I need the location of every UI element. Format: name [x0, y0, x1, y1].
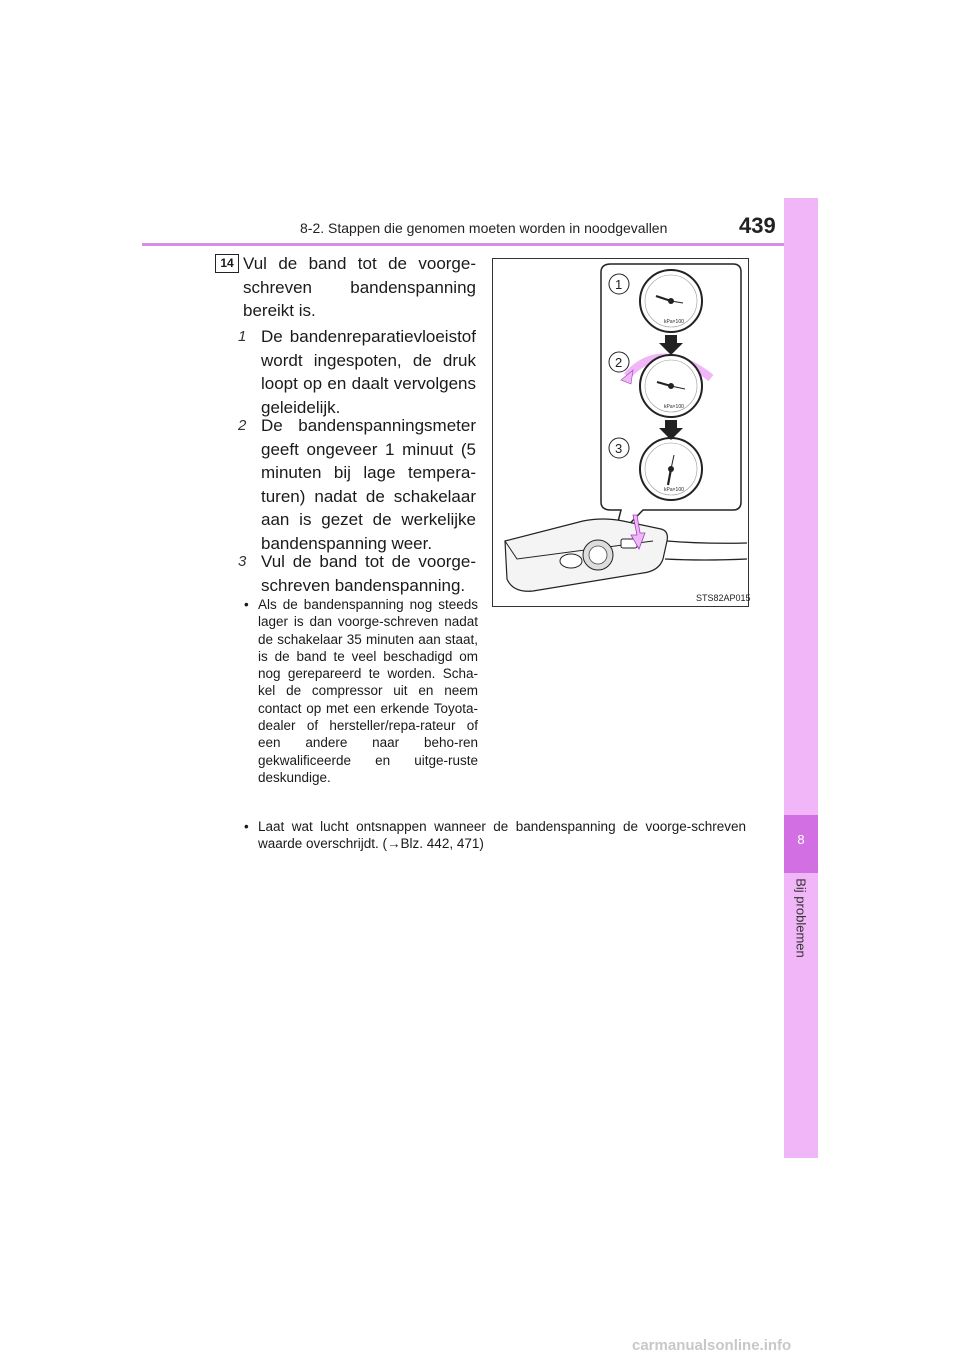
- note-text: Als de bandenspanning nog steeds lager is dan voorge-schreven nadat de schakelaar 35 minuten aan staat, is de band te veel beschadigd om nog gerepareerd te worden. Scha-kel de compressor uit en neem contact op met een erkende Toyota-dealer of hersteller/repa-rateur of een andere naar beho-ren gekwalificeerde en uitge-ruste deskundige.: [258, 597, 478, 785]
- substep-text: Vul de band tot de voorge-schreven bandenspanning.: [261, 552, 476, 595]
- chapter-side-tab[interactable]: [784, 198, 818, 1158]
- section-title: 8-2. Stappen die genomen moeten worden in noodgevallen: [300, 220, 668, 236]
- substep-2: [238, 414, 476, 555]
- step-instruction: Vul de band tot de voorge-schreven bandenspanning bereikt is.: [243, 254, 476, 320]
- chapter-number: 8: [797, 832, 805, 847]
- step-number-badge: 14: [215, 254, 239, 273]
- chapter-label: Bij problemen: [793, 878, 809, 958]
- watermark-link[interactable]: carmanualsonline.info: [632, 1337, 792, 1354]
- bullet-icon: •: [244, 597, 249, 612]
- substep-number: 3: [238, 553, 247, 570]
- page-number: 439: [739, 213, 776, 238]
- note-bullet: [244, 818, 746, 853]
- note-bullet: [244, 596, 478, 786]
- substep-number: 1: [238, 328, 247, 345]
- callout-2: 2: [615, 355, 623, 370]
- substep-3: [238, 550, 476, 597]
- substep-text: De bandenspanningsmeter geeft ongeveer 1 minuut (5 minuten bij lage tempera-turen) nadat de schakelaar aan is gezet de werkelijke bandenspanning weer.: [261, 416, 476, 553]
- header-rule: [142, 243, 818, 246]
- gauge-unit-label: kPa×100: [664, 404, 684, 410]
- compressor-gauge-figure: [492, 258, 749, 607]
- gauge-unit-label: kPa×100: [664, 487, 684, 493]
- gauge-illustration: [493, 259, 748, 606]
- substep-text: De bandenreparatievloeistof wordt ingespoten, de druk loopt op en daalt vervolgens geleidelijk.: [261, 327, 476, 417]
- substep-number: 2: [238, 417, 247, 434]
- note-text: Laat wat lucht ontsnappen wanneer de bandenspanning de voorge-schreven waarde overschrijdt. (→Blz. 442, 471): [258, 819, 746, 852]
- gauge-unit-label: kPa×100: [664, 319, 684, 325]
- callout-1: 1: [615, 277, 623, 292]
- bullet-icon: •: [244, 819, 249, 834]
- figure-code: STS82AP015: [696, 593, 751, 603]
- substep-1: [238, 325, 476, 419]
- callout-3: 3: [615, 441, 623, 456]
